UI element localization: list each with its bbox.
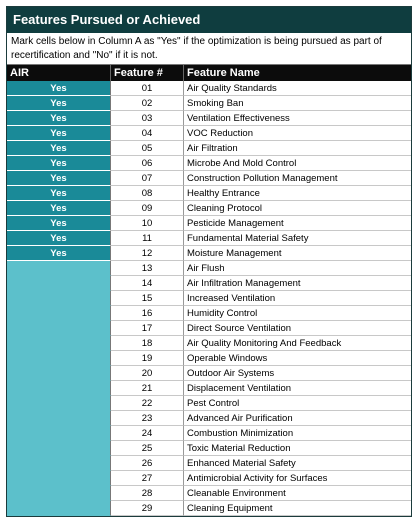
table-row [7,411,411,426]
table-header-row [7,65,411,81]
table-row [7,111,411,126]
air-cell[interactable]: Yes [7,201,111,216]
feature-number-cell[interactable]: 09 [111,201,184,216]
column-header-feature-number[interactable]: Feature # [111,65,184,81]
feature-number-cell[interactable]: 21 [111,381,184,396]
feature-number-cell[interactable]: 06 [111,156,184,171]
features-sheet [6,6,412,517]
feature-number-cell[interactable]: 23 [111,411,184,426]
feature-name-cell[interactable]: Ventilation Effectiveness [184,111,411,126]
air-cell[interactable] [7,321,111,336]
feature-number-cell[interactable]: 03 [111,111,184,126]
feature-number-cell[interactable]: 24 [111,426,184,441]
air-cell[interactable] [7,351,111,366]
air-cell[interactable]: Yes [7,186,111,201]
feature-number-cell[interactable]: 27 [111,471,184,486]
feature-number-cell[interactable]: 10 [111,216,184,231]
feature-number-cell[interactable]: 17 [111,321,184,336]
feature-number-cell[interactable]: 29 [111,501,184,516]
feature-number-cell[interactable]: 13 [111,261,184,276]
air-cell[interactable] [7,366,111,381]
table-row [7,216,411,231]
air-cell[interactable]: Yes [7,141,111,156]
air-cell[interactable] [7,486,111,501]
air-cell[interactable] [7,336,111,351]
feature-name-cell[interactable]: Increased Ventilation [184,291,411,306]
table-row [7,306,411,321]
feature-name-cell[interactable]: Displacement Ventilation [184,381,411,396]
air-cell[interactable] [7,291,111,306]
feature-number-cell[interactable]: 16 [111,306,184,321]
feature-number-cell[interactable]: 04 [111,126,184,141]
feature-name-cell[interactable]: Microbe And Mold Control [184,156,411,171]
feature-number-cell[interactable]: 07 [111,171,184,186]
feature-number-cell[interactable]: 26 [111,456,184,471]
table-row [7,321,411,336]
feature-name-cell[interactable]: Direct Source Ventilation [184,321,411,336]
table-row [7,471,411,486]
air-cell[interactable] [7,381,111,396]
table-row [7,156,411,171]
feature-name-cell[interactable]: Antimicrobial Activity for Surfaces [184,471,411,486]
feature-number-cell[interactable]: 08 [111,186,184,201]
air-cell[interactable] [7,426,111,441]
feature-number-cell[interactable]: 20 [111,366,184,381]
table-row [7,441,411,456]
table-row [7,261,411,276]
air-cell[interactable]: Yes [7,171,111,186]
feature-name-cell[interactable]: VOC Reduction [184,126,411,141]
table-row [7,456,411,471]
air-cell[interactable]: Yes [7,126,111,141]
air-cell[interactable]: Yes [7,156,111,171]
column-header-air[interactable]: AIR [7,65,111,81]
air-cell[interactable] [7,441,111,456]
feature-name-cell[interactable]: Construction Pollution Management [184,171,411,186]
table-row [7,501,411,516]
feature-name-cell[interactable]: Enhanced Material Safety [184,456,411,471]
feature-number-cell[interactable]: 05 [111,141,184,156]
feature-name-cell[interactable]: Air Filtration [184,141,411,156]
table-row [7,231,411,246]
feature-number-cell[interactable]: 02 [111,96,184,111]
air-cell[interactable]: Yes [7,216,111,231]
table-row [7,351,411,366]
air-cell[interactable]: Yes [7,96,111,111]
feature-name-cell[interactable]: Air Quality Standards [184,81,411,96]
feature-name-cell[interactable]: Humidity Control [184,306,411,321]
feature-name-cell[interactable]: Fundamental Material Safety [184,231,411,246]
air-cell[interactable] [7,471,111,486]
table-row [7,186,411,201]
table-row [7,486,411,501]
feature-name-cell[interactable]: Combustion Minimization [184,426,411,441]
air-cell[interactable] [7,306,111,321]
feature-name-cell[interactable]: Air Quality Monitoring And Feedback [184,336,411,351]
features-table-body [7,81,411,516]
feature-number-cell[interactable]: 25 [111,441,184,456]
feature-number-cell[interactable]: 01 [111,81,184,96]
table-row [7,366,411,381]
feature-number-cell[interactable]: 15 [111,291,184,306]
table-row [7,126,411,141]
column-header-feature-name[interactable]: Feature Name [187,67,260,79]
feature-name-cell[interactable]: Smoking Ban [184,96,411,111]
table-row [7,81,411,96]
air-cell[interactable] [7,261,111,276]
air-cell[interactable] [7,501,111,516]
feature-number-cell[interactable]: 22 [111,396,184,411]
table-row [7,381,411,396]
feature-name-cell[interactable]: Healthy Entrance [184,186,411,201]
feature-name-cell[interactable]: Air Flush [184,261,411,276]
table-row [7,291,411,306]
feature-name-cell[interactable]: Cleanable Environment [184,486,411,501]
table-row [7,426,411,441]
air-cell[interactable]: Yes [7,111,111,126]
air-cell[interactable]: Yes [7,246,111,261]
air-cell[interactable]: Yes [7,231,111,246]
air-cell[interactable]: Yes [7,81,111,96]
table-row [7,396,411,411]
table-row [7,336,411,351]
air-cell[interactable] [7,411,111,426]
table-row [7,246,411,261]
air-cell[interactable] [7,396,111,411]
feature-number-cell[interactable]: 18 [111,336,184,351]
air-cell[interactable] [7,456,111,471]
feature-name-cell[interactable]: Advanced Air Purification [184,411,411,426]
sheet-title: Features Pursued or Achieved [7,7,411,33]
feature-number-cell[interactable]: 12 [111,246,184,261]
feature-number-cell[interactable]: 28 [111,486,184,501]
feature-number-cell[interactable]: 19 [111,351,184,366]
feature-name-cell[interactable]: Outdoor Air Systems [184,366,411,381]
feature-name-cell[interactable]: Toxic Material Reduction [184,441,411,456]
feature-name-cell[interactable]: Moisture Management [184,246,411,261]
feature-name-cell[interactable]: Pesticide Management [184,216,411,231]
table-row [7,276,411,291]
feature-name-cell[interactable]: Pest Control [184,396,411,411]
table-row [7,201,411,216]
feature-number-cell[interactable]: 14 [111,276,184,291]
feature-name-cell[interactable]: Cleaning Equipment [184,501,411,516]
feature-name-cell[interactable]: Cleaning Protocol [184,201,411,216]
feature-number-cell[interactable]: 11 [111,231,184,246]
feature-name-cell[interactable]: Operable Windows [184,351,411,366]
instructions-text: Mark cells below in Column A as "Yes" if the optimization is being pursued as part of recertification and "No" if it is not. [7,33,411,65]
table-row [7,171,411,186]
table-row [7,141,411,156]
table-row [7,96,411,111]
feature-name-cell[interactable]: Air Infiltration Management [184,276,411,291]
air-cell[interactable] [7,276,111,291]
